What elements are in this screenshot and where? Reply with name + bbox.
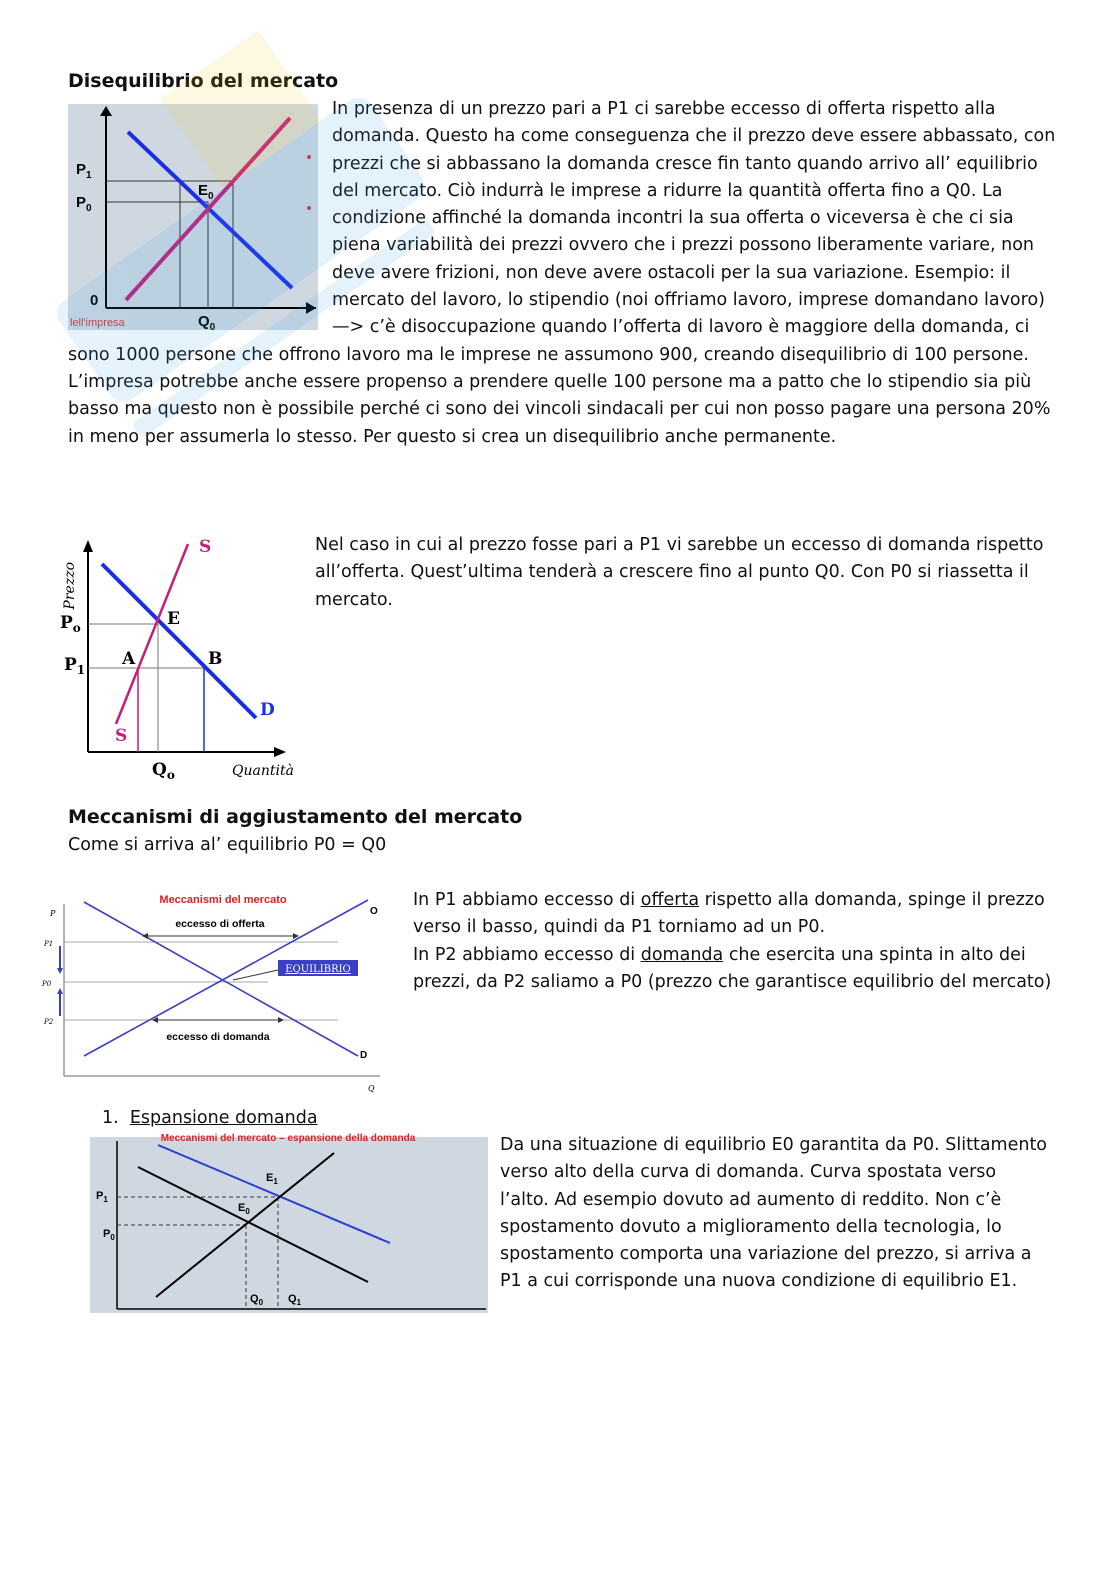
origin-label: 0	[90, 292, 99, 309]
section3-text-block	[413, 887, 1063, 996]
excess-demand-label: eccesso di domanda	[166, 1031, 270, 1043]
list-number: 1.	[102, 1108, 119, 1128]
figure-espansione-domanda	[90, 1133, 488, 1313]
section-title-disequilibrio: Disequilibrio del mercato	[68, 70, 339, 92]
o-label: O	[370, 906, 378, 917]
a-label: A	[122, 649, 136, 669]
s-top-label: S	[199, 537, 212, 557]
x-axis-label: Quantità	[232, 763, 294, 779]
p1-label: P	[96, 1190, 104, 1202]
arrow-up-icon	[57, 988, 63, 994]
q0-sub: 0	[209, 322, 216, 333]
q0-label: Q	[152, 760, 167, 780]
section-title-meccanismi: Meccanismi di aggiustamento del mercato	[68, 806, 523, 828]
section3-subtitle: Come si arriva al’ equilibrio P0 = Q0	[68, 835, 387, 855]
y-axis-arrow-icon	[83, 540, 93, 552]
p1-label: P1	[44, 940, 54, 948]
p2-text-a: In P2 abbiamo eccesso di	[413, 944, 641, 965]
arrow-right-icon	[278, 1017, 284, 1023]
section1-text-block	[68, 96, 1058, 451]
p1-text-b: rispetto alla domanda, spinge il prezzo verso il basso, quindi da P1 torniamo ad un P0.	[413, 890, 1045, 938]
section4-text-block	[500, 1132, 1050, 1296]
e-label: E	[167, 609, 180, 629]
svg-text:Po	[60, 613, 81, 635]
p0-label: P0	[42, 980, 52, 988]
e1-label: E	[266, 1172, 274, 1184]
svg-text:P1	[64, 655, 85, 677]
p1-sub: 1	[86, 170, 92, 181]
figure-eccesso-domanda	[56, 530, 306, 785]
arrow-down-icon	[57, 968, 63, 974]
list-item-espansione	[102, 1105, 318, 1132]
q0-sub: 0	[258, 1298, 264, 1307]
section2-paragraph: Nel caso in cui al prezzo fosse pari a P1 vi sarebbe un eccesso di domanda rispetto all’offerta. Quest’ultima tenderà a crescere fino al punto Q0. Con P0 si riassetta il mercato.	[315, 535, 1044, 610]
e0-sub: 0	[245, 1207, 250, 1216]
demand-curve	[102, 564, 256, 718]
d-label: D	[360, 1050, 368, 1061]
p0-sub: 0	[110, 1233, 115, 1242]
p1-text-a: In P1 abbiamo eccesso di	[413, 890, 641, 910]
q0-label: Q	[198, 313, 210, 330]
p1-label: P	[64, 655, 77, 675]
section1-paragraph: In presenza di un prezzo pari a P1 ci sarebbe eccesso di offerta rispetto alla domanda. Questo ha come conseguenza che il prezzo deve essere abbassato, con prezzi che si abbassano la domanda cresce fin tanto quando arrivo all’ equilibrio del mercato. Ciò indurrà le imprese a ridurre la quantità offerta fino a Q0. La condizione affinché la domanda incontri la sua offerta o viceversa è che ci sia piena variabilità dei prezzi ovvero che i prezzi possono liberamente variare, non deve avere frizioni, non deve avere ostacoli per la sua variazione. Esempio: il mercato del lavoro, lo stipendio (noi offriamo lavoro, imprese domandano lavoro) —> c’è disoccupazione quando l’offerta di lavoro è maggiore della domanda, ci sono 1000 persone che offrono lavoro ma le imprese ne assumono 900, creando disequilibrio di 100 persone. L’impresa potrebbe anche essere propenso a prendere quelle 100 persone ma a patto che lo stipendio sia più basso ma questo non è possibile perché ci sono dei vincoli sindacali per cui non posso pagare una persona 20% in meno per assumerla lo stesso. Per questo si crea un disequilibrio anche permanente.	[68, 99, 1056, 447]
q1-label: Q	[288, 1293, 297, 1305]
excess-supply-label: eccesso di offerta	[175, 918, 265, 930]
p2-text-underlined: domanda	[640, 944, 724, 965]
list-title: Espansione domanda	[129, 1108, 318, 1128]
p0-label: P	[60, 613, 73, 633]
section4-paragraph: Da una situazione di equilibrio E0 garantita da P0. Slittamento verso alto della curva di domanda. Curva spostata verso l’alto. Ad esempio dovuto ad aumento di reddito. Non c’è spostamento dovuto a miglioramento della tecnologia, lo spostamento comporta una variazione del prezzo, si arriva a P1 a cui corrisponde una nuova condizione di equilibrio E1.	[500, 1135, 1048, 1292]
p2-label: P2	[44, 1018, 54, 1026]
figure-title: Meccanismi del mercato – espansione della domanda	[160, 1133, 416, 1144]
caption-fragment: lell'impresa	[70, 317, 125, 329]
figure-meccanismi	[38, 886, 383, 1098]
y-label: P	[50, 909, 56, 918]
b-label: B	[208, 649, 223, 669]
q0-label: Q	[250, 1293, 259, 1305]
section3-paragraph-1	[413, 887, 1063, 942]
e0-sub: 0	[208, 191, 214, 202]
p0-sub: o	[72, 621, 81, 635]
q0-sub: o	[166, 768, 175, 782]
p0-label: P	[76, 194, 87, 211]
figure-title: Meccanismi del mercato	[159, 894, 287, 906]
figure-background	[90, 1137, 488, 1313]
svg-text:Qo	[152, 760, 175, 782]
p0-sub: 0	[86, 203, 92, 214]
q1-sub: 1	[296, 1298, 302, 1307]
x-label: Q	[368, 1084, 375, 1093]
e0-label: E	[238, 1202, 246, 1214]
p1-sub: 1	[76, 663, 86, 677]
p2-text-b: che esercita una spinta in alto dei prezzi, da P2 saliamo a P0 (prezzo che garantisce equilibrio del mercato)	[413, 944, 1052, 992]
p0-label: P	[103, 1228, 111, 1240]
s-bottom-label: S	[115, 726, 128, 746]
e0-label: E	[198, 182, 209, 199]
p1-label: P	[76, 161, 87, 178]
equilibrium-pointer	[233, 970, 278, 980]
d-label: D	[260, 700, 275, 720]
y-axis-label: Prezzo	[62, 562, 78, 610]
section3-paragraph-2	[413, 942, 1063, 997]
e1-sub: 1	[273, 1177, 278, 1186]
arrow-left-icon	[142, 933, 148, 939]
equilibrium-label: EQUILIBRIO	[285, 964, 351, 975]
p1-sub: 1	[103, 1195, 108, 1204]
section2-text-block	[315, 532, 1055, 614]
p1-text-underlined: offerta	[640, 890, 700, 910]
supply-curve	[116, 544, 188, 724]
x-axis-arrow-icon	[274, 747, 286, 757]
figure-float-spacer	[68, 96, 332, 340]
